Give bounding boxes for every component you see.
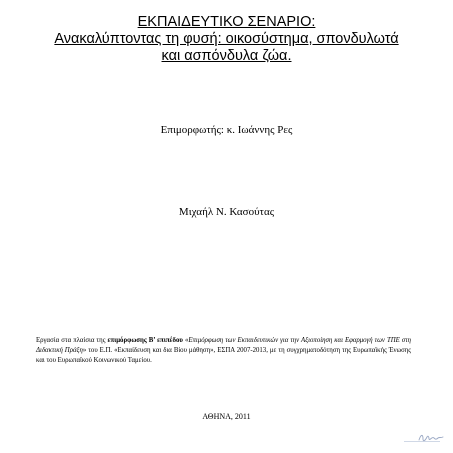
document-title [0, 14, 453, 65]
author-name: Μιχαήλ Ν. Κασούτας [178, 206, 275, 218]
title-line-3: και ασπόνδυλα ζώα. [161, 48, 292, 64]
description-italic: Επιμόρφωση των Εκπαιδευτικών για την Αξιοποίηση και Εφαρμογή των ΤΠΕ στη Διδακτική Πράξη [36, 337, 411, 355]
place-and-date: ΑΘΗΝΑ, 2011 [202, 412, 251, 421]
supervisor-line: Επιμορφωτής: κ. Ιωάννης Ρες [160, 124, 293, 136]
description-paragraph [36, 336, 411, 367]
signature-watermark-icon [417, 428, 445, 446]
description-text-2: « [182, 337, 189, 344]
description-bold: επιμόρφωσης Β’ επιπέδου [107, 337, 183, 344]
description-text-1: Εργασία στα πλαίσια της [36, 337, 108, 344]
description-text-3: » του Ε.Π. «Εκπαίδευση και δια Βίου μάθηση», ΕΣΠΑ 2007-2013, με τη συγχρηματοδότηση της Ευρωπαϊκής Ένωσης και του Ευρωπαϊκού Κοινωνικού Ταμείου. [36, 347, 412, 365]
title-line-1: ΕΚΠΑΙΔΕΥΤΙΚΟ ΣΕΝΑΡΙΟ: [137, 14, 316, 30]
title-line-2: Ανακαλύπτοντας τη φυσή: οικοσύστημα, σπονδυλωτά [54, 31, 399, 47]
